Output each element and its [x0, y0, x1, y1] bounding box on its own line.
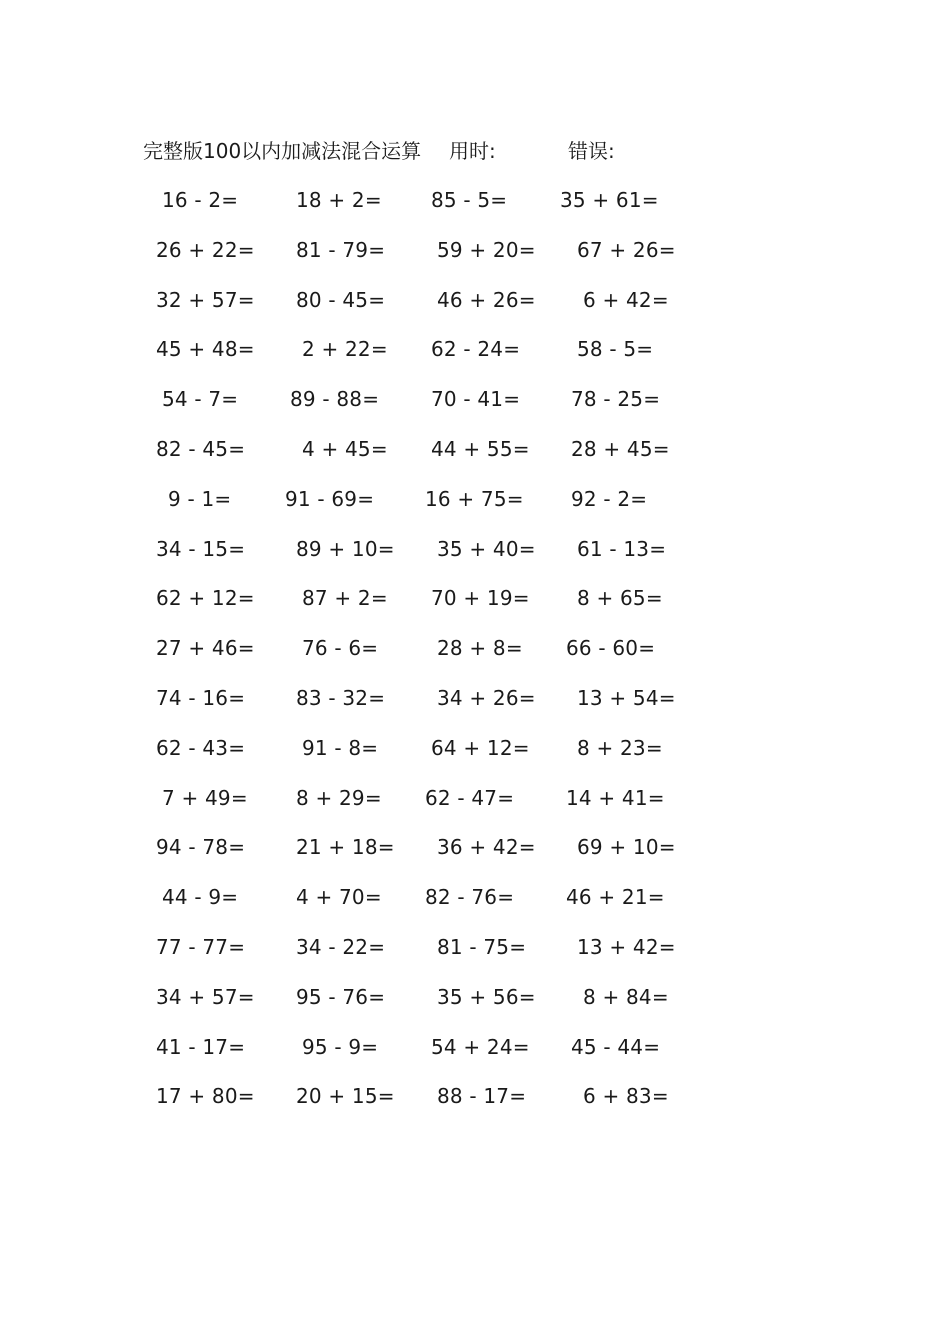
problem-row [0, 235, 950, 285]
math-problem: 91 - 69= [285, 486, 375, 511]
math-problem: 21 + 18= [296, 835, 395, 860]
problem-row [0, 633, 950, 683]
math-problem: 76 - 6= [302, 636, 379, 661]
problem-row [0, 1081, 950, 1131]
math-problem: 69 + 10= [577, 835, 676, 860]
math-problem: 46 + 21= [566, 885, 665, 910]
math-problem: 78 - 25= [571, 387, 661, 412]
math-problem: 45 + 48= [156, 337, 255, 362]
math-problem: 17 + 80= [156, 1084, 255, 1109]
math-problem: 62 - 43= [156, 735, 246, 760]
math-problem: 8 + 23= [577, 735, 663, 760]
problem-row [0, 583, 950, 633]
math-problem: 94 - 78= [156, 835, 246, 860]
math-problem: 35 + 61= [560, 188, 659, 212]
problem-row [0, 733, 950, 783]
math-problem: 58 - 5= [577, 337, 654, 362]
math-problem: 16 + 75= [425, 486, 524, 511]
math-problem: 44 + 55= [431, 436, 530, 461]
math-problem: 4 + 70= [296, 885, 382, 910]
problem-row [0, 484, 950, 534]
math-problem: 13 + 42= [577, 934, 676, 959]
math-problem: 35 + 56= [437, 984, 536, 1009]
math-problem: 95 - 9= [302, 1034, 379, 1059]
math-problem: 83 - 32= [296, 685, 386, 710]
problem-row [0, 982, 950, 1032]
math-problem: 66 - 60= [566, 636, 656, 661]
problem-row [0, 334, 950, 384]
problem-row [0, 384, 950, 434]
math-problem: 18 + 2= [296, 188, 382, 212]
math-problem: 89 - 88= [290, 387, 380, 412]
math-problem: 95 - 76= [296, 984, 386, 1009]
time-used-label: 用时: [449, 139, 496, 163]
math-problem: 26 + 22= [156, 237, 255, 262]
math-problem: 27 + 46= [156, 636, 255, 661]
math-problem: 82 - 45= [156, 436, 246, 461]
problem-row [0, 683, 950, 733]
math-problem: 61 - 13= [577, 536, 667, 561]
math-problem: 80 - 45= [296, 287, 386, 312]
problem-row [0, 832, 950, 882]
math-problem: 91 - 8= [302, 735, 379, 760]
math-problem: 34 - 22= [296, 934, 386, 959]
problem-row [0, 534, 950, 584]
math-problem: 34 - 15= [156, 536, 246, 561]
math-problem: 87 + 2= [302, 586, 388, 611]
math-problem: 16 - 2= [162, 188, 239, 212]
math-problem: 92 - 2= [571, 486, 648, 511]
math-problem: 41 - 17= [156, 1034, 246, 1059]
math-problem: 85 - 5= [431, 188, 508, 212]
math-problem: 89 + 10= [296, 536, 395, 561]
problem-grid [0, 185, 950, 1131]
problem-row [0, 185, 950, 235]
problem-row [0, 932, 950, 982]
math-problem: 64 + 12= [431, 735, 530, 760]
math-problem: 8 + 84= [583, 984, 669, 1009]
math-problem: 44 - 9= [162, 885, 239, 910]
math-problem: 67 + 26= [577, 237, 676, 262]
errors-label: 错误: [568, 139, 615, 163]
math-problem: 2 + 22= [302, 337, 388, 362]
math-problem: 70 + 19= [431, 586, 530, 611]
math-problem: 62 - 47= [425, 785, 515, 810]
math-problem: 62 + 12= [156, 586, 255, 611]
math-problem: 59 + 20= [437, 237, 536, 262]
math-problem: 77 - 77= [156, 934, 246, 959]
math-problem: 32 + 57= [156, 287, 255, 312]
math-problem: 81 - 79= [296, 237, 386, 262]
problem-row [0, 783, 950, 833]
problem-row [0, 285, 950, 335]
math-problem: 28 + 45= [571, 436, 670, 461]
math-problem: 20 + 15= [296, 1084, 395, 1109]
math-problem: 34 + 57= [156, 984, 255, 1009]
math-problem: 88 - 17= [437, 1084, 527, 1109]
math-problem: 70 - 41= [431, 387, 521, 412]
worksheet-title: 完整版100以内加减法混合运算 [143, 139, 422, 163]
math-problem: 45 - 44= [571, 1034, 661, 1059]
math-problem: 36 + 42= [437, 835, 536, 860]
math-problem: 13 + 54= [577, 685, 676, 710]
math-problem: 4 + 45= [302, 436, 388, 461]
math-problem: 8 + 65= [577, 586, 663, 611]
math-problem: 82 - 76= [425, 885, 515, 910]
problem-row [0, 434, 950, 484]
math-problem: 9 - 1= [168, 486, 232, 511]
math-problem: 14 + 41= [566, 785, 665, 810]
problem-row [0, 1032, 950, 1082]
math-problem: 6 + 42= [583, 287, 669, 312]
math-problem: 7 + 49= [162, 785, 248, 810]
math-problem: 35 + 40= [437, 536, 536, 561]
math-problem: 54 - 7= [162, 387, 239, 412]
math-problem: 62 - 24= [431, 337, 521, 362]
math-problem: 34 + 26= [437, 685, 536, 710]
problem-row [0, 882, 950, 932]
math-problem: 6 + 83= [583, 1084, 669, 1109]
math-problem: 54 + 24= [431, 1034, 530, 1059]
math-problem: 74 - 16= [156, 685, 246, 710]
math-problem: 8 + 29= [296, 785, 382, 810]
math-problem: 81 - 75= [437, 934, 527, 959]
math-problem: 46 + 26= [437, 287, 536, 312]
math-problem: 28 + 8= [437, 636, 523, 661]
